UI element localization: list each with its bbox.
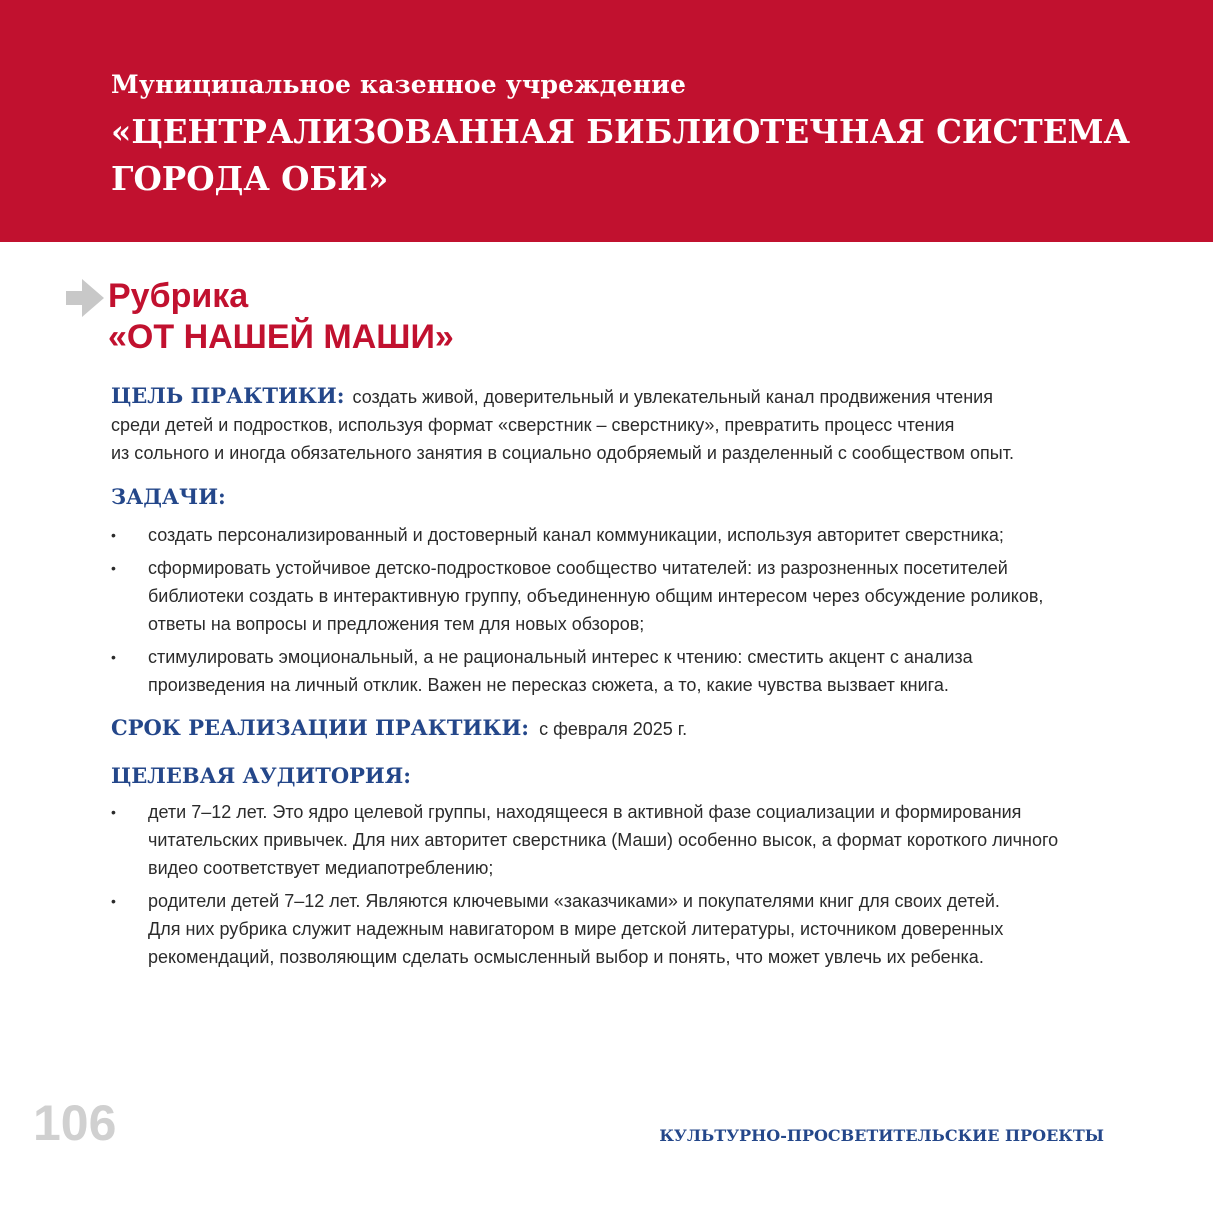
footer-section-label: КУЛЬТУРНО-ПРОСВЕТИТЕЛЬСКИЕ ПРОЕКТЫ — [659, 1126, 1104, 1145]
goal-text-1: создать живой, доверительный и увлекательный канал продвижения чтения — [352, 387, 993, 407]
bullet-icon: • — [111, 527, 116, 543]
goal-line-1 — [111, 382, 1111, 411]
page-number: 106 — [33, 1095, 117, 1151]
task-3-line-2: произведения на личный отклик. Важен не пересказ сюжета, а то, какие чувства вызвает книга. — [148, 675, 949, 695]
task-3-line-1: стимулировать эмоциональный, а не рациональный интерес к чтению: сместить акцент с анализа — [148, 647, 973, 667]
arrow-right-icon — [64, 276, 106, 320]
task-2-line-1: сформировать устойчивое детско-подростковое сообщество читателей: из разрозненных посетителей — [148, 558, 1008, 578]
task-2-line-2: библиотеки создать в интерактивную группу, объединенную общим интересом через обсуждение роликов, — [148, 586, 1044, 606]
organization-name — [111, 108, 1171, 202]
tasks-heading: ЗАДАЧИ: — [111, 484, 226, 509]
audience-heading: ЦЕЛЕВАЯ АУДИТОРИЯ: — [111, 763, 412, 788]
bullet-icon: • — [111, 893, 116, 909]
organization-type: Муниципальное казенное учреждение — [111, 70, 687, 99]
goal-heading: ЦЕЛЬ ПРАКТИКИ: — [111, 383, 345, 408]
organization-name-line2: ГОРОДА ОБИ» — [111, 159, 389, 198]
rubric-title-line2: «ОТ НАШЕЙ МАШИ» — [108, 318, 454, 356]
organization-name-line1: «ЦЕНТРАЛИЗОВАННАЯ БИБЛИОТЕЧНАЯ СИСТЕМА — [111, 112, 1130, 151]
goal-line-3: из сольного и иногда обязательного занятия в социально одобряемый и разделенный с сообществом опыт. — [111, 443, 1014, 463]
term-heading: СРОК РЕАЛИЗАЦИИ ПРАКТИКИ: — [111, 715, 530, 740]
bullet-icon: • — [111, 649, 116, 665]
goal-line-2: среди детей и подростков, используя формат «сверстник – сверстнику», превратить процесс чтения — [111, 415, 955, 435]
term-section — [111, 715, 687, 740]
bullet-icon: • — [111, 804, 116, 820]
task-2-line-3: ответы на вопросы и предложения тем для новых обзоров; — [148, 614, 645, 634]
audience-2-line-3: рекомендаций, позволяющим сделать осмысленный выбор и понять, что может увлечь их ребенка. — [148, 947, 984, 967]
list-item — [111, 554, 1171, 638]
audience-1-line-2: читательских привычек. Для них авторитет сверстника (Маши) особенно высок, а формат короткого личного — [148, 830, 1059, 850]
list-item — [111, 798, 1171, 882]
term-value: с февраля 2025 г. — [539, 719, 688, 739]
tasks-list — [111, 521, 1171, 704]
list-item — [111, 887, 1171, 971]
goal-section — [111, 382, 1111, 467]
audience-2-line-2: Для них рубрика служит надежным навигатором в мире детской литературы, источником доверенных — [148, 919, 1004, 939]
rubric-title — [108, 276, 454, 358]
audience-1-line-3: видео соответствует медиапотреблению; — [148, 858, 494, 878]
rubric-title-line1: Рубрика — [108, 277, 249, 315]
audience-list — [111, 798, 1171, 976]
task-1-line-1: создать персонализированный и достоверный канал коммуникации, используя авторитет сверстника; — [148, 525, 1004, 545]
header-banner — [0, 0, 1213, 242]
audience-2-line-1: родители детей 7–12 лет. Являются ключевыми «заказчиками» и покупателями книг для своих детей. — [148, 891, 1000, 911]
bullet-icon: • — [111, 560, 116, 576]
audience-1-line-1: дети 7–12 лет. Это ядро целевой группы, находящееся в активной фазе социализации и формирования — [148, 802, 1022, 822]
list-item — [111, 643, 1171, 699]
list-item — [111, 521, 1171, 549]
